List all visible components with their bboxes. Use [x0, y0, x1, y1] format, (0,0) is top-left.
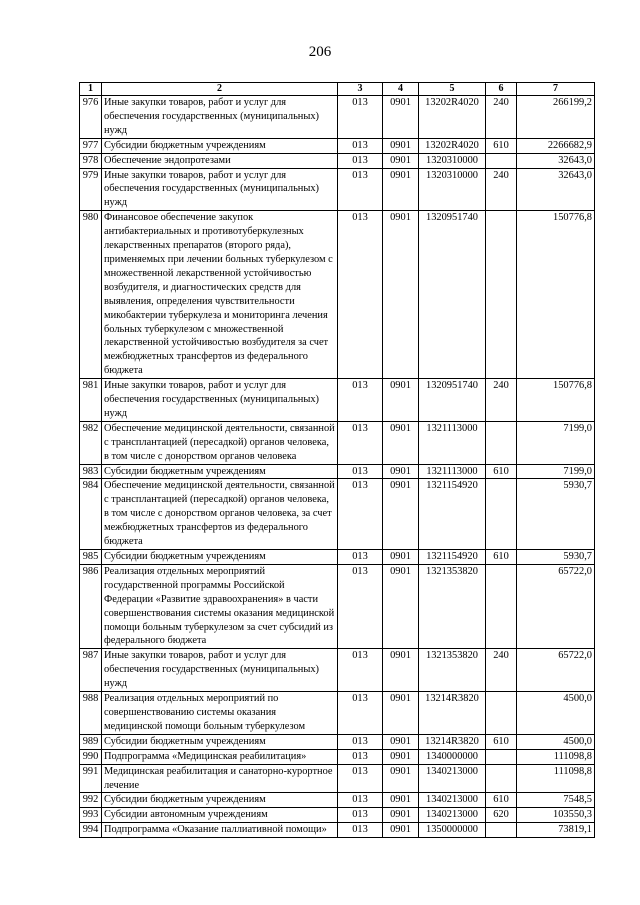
row-name-cell: Реализация отдельных мероприятий государственной программы Российской Федерации «Развитие здравоохранения» в части совершенствования системы оказания медицинской помощи больным туберкулезом за счет субсидий из федерального бюджета [102, 564, 338, 648]
target-article-cell: 1340000000 [419, 749, 486, 764]
table-row [80, 734, 595, 749]
amount-cell: 7199,0 [517, 464, 595, 479]
expense-type-cell [486, 749, 517, 764]
target-article-cell: 1320310000 [419, 168, 486, 211]
section-code-cell: 0901 [383, 823, 419, 838]
row-number-cell: 977 [80, 138, 102, 153]
row-number-cell: 990 [80, 749, 102, 764]
amount-cell: 73819,1 [517, 823, 595, 838]
target-article-cell: 1320951740 [419, 379, 486, 422]
amount-cell: 4500,0 [517, 692, 595, 735]
amount-cell: 32643,0 [517, 153, 595, 168]
table-row [80, 808, 595, 823]
amount-cell: 111098,8 [517, 764, 595, 793]
column-header: 2 [102, 83, 338, 96]
row-name-cell: Обеспечение эндопротезами [102, 153, 338, 168]
header-row [80, 83, 595, 96]
expense-type-cell: 610 [486, 464, 517, 479]
expense-type-cell [486, 564, 517, 648]
row-name-cell: Медицинская реабилитация и санаторно-курортное лечение [102, 764, 338, 793]
row-number-cell: 993 [80, 808, 102, 823]
ministry-code-cell: 013 [338, 138, 383, 153]
section-code-cell: 0901 [383, 564, 419, 648]
target-article-cell: 1321353820 [419, 564, 486, 648]
target-article-cell: 13214R3820 [419, 692, 486, 735]
row-number-cell: 984 [80, 479, 102, 550]
amount-cell: 103550,3 [517, 808, 595, 823]
ministry-code-cell: 013 [338, 379, 383, 422]
target-article-cell: 1340213000 [419, 793, 486, 808]
target-article-cell: 1340213000 [419, 808, 486, 823]
row-number-cell: 986 [80, 564, 102, 648]
ministry-code-cell: 013 [338, 550, 383, 565]
target-article-cell: 13202R4020 [419, 138, 486, 153]
table-body [80, 96, 595, 838]
amount-cell: 5930,7 [517, 479, 595, 550]
ministry-code-cell: 013 [338, 649, 383, 692]
row-name-cell: Субсидии бюджетным учреждениям [102, 138, 338, 153]
amount-cell: 111098,8 [517, 749, 595, 764]
table-row [80, 138, 595, 153]
row-number-cell: 987 [80, 649, 102, 692]
section-code-cell: 0901 [383, 464, 419, 479]
ministry-code-cell: 013 [338, 564, 383, 648]
table-row [80, 421, 595, 464]
ministry-code-cell: 013 [338, 808, 383, 823]
section-code-cell: 0901 [383, 749, 419, 764]
expense-type-cell: 610 [486, 138, 517, 153]
row-number-cell: 982 [80, 421, 102, 464]
expense-type-cell: 610 [486, 734, 517, 749]
section-code-cell: 0901 [383, 211, 419, 379]
section-code-cell: 0901 [383, 793, 419, 808]
row-number-cell: 994 [80, 823, 102, 838]
target-article-cell: 1321154920 [419, 550, 486, 565]
section-code-cell: 0901 [383, 649, 419, 692]
amount-cell: 7548,5 [517, 793, 595, 808]
row-number-cell: 989 [80, 734, 102, 749]
column-header: 1 [80, 83, 102, 96]
row-number-cell: 985 [80, 550, 102, 565]
target-article-cell: 13202R4020 [419, 96, 486, 139]
expense-type-cell [486, 764, 517, 793]
amount-cell: 2266682,9 [517, 138, 595, 153]
row-number-cell: 981 [80, 379, 102, 422]
ministry-code-cell: 013 [338, 823, 383, 838]
ministry-code-cell: 013 [338, 749, 383, 764]
expense-type-cell: 240 [486, 168, 517, 211]
amount-cell: 32643,0 [517, 168, 595, 211]
row-number-cell: 979 [80, 168, 102, 211]
row-number-cell: 980 [80, 211, 102, 379]
row-name-cell: Субсидии автономным учреждениям [102, 808, 338, 823]
expense-type-cell: 240 [486, 96, 517, 139]
table-row [80, 464, 595, 479]
row-name-cell: Иные закупки товаров, работ и услуг для обеспечения государственных (муниципальных) нужд [102, 649, 338, 692]
row-number-cell: 983 [80, 464, 102, 479]
amount-cell: 150776,8 [517, 379, 595, 422]
expense-type-cell [486, 211, 517, 379]
section-code-cell: 0901 [383, 479, 419, 550]
target-article-cell: 1320951740 [419, 211, 486, 379]
budget-table [79, 82, 595, 838]
ministry-code-cell: 013 [338, 96, 383, 139]
row-number-cell: 976 [80, 96, 102, 139]
target-article-cell: 1350000000 [419, 823, 486, 838]
expense-type-cell [486, 153, 517, 168]
column-header: 3 [338, 83, 383, 96]
table-row [80, 749, 595, 764]
row-name-cell: Субсидии бюджетным учреждениям [102, 793, 338, 808]
column-header: 5 [419, 83, 486, 96]
row-name-cell: Субсидии бюджетным учреждениям [102, 464, 338, 479]
target-article-cell: 13214R3820 [419, 734, 486, 749]
row-name-cell: Обеспечение медицинской деятельности, связанной с трансплантацией (пересадкой) органов человека, в том числе с донорством органов человека [102, 421, 338, 464]
section-code-cell: 0901 [383, 692, 419, 735]
amount-cell: 65722,0 [517, 564, 595, 648]
amount-cell: 150776,8 [517, 211, 595, 379]
page-number: 206 [308, 44, 332, 60]
row-name-cell: Субсидии бюджетным учреждениям [102, 550, 338, 565]
target-article-cell: 1321113000 [419, 421, 486, 464]
target-article-cell: 1321113000 [419, 464, 486, 479]
ministry-code-cell: 013 [338, 479, 383, 550]
amount-cell: 65722,0 [517, 649, 595, 692]
section-code-cell: 0901 [383, 421, 419, 464]
section-code-cell: 0901 [383, 168, 419, 211]
table-row [80, 550, 595, 565]
row-name-cell: Подпрограмма «Медицинская реабилитация» [102, 749, 338, 764]
table-row [80, 379, 595, 422]
table-row [80, 168, 595, 211]
table-row [80, 649, 595, 692]
row-number-cell: 991 [80, 764, 102, 793]
ministry-code-cell: 013 [338, 211, 383, 379]
ministry-code-cell: 013 [338, 692, 383, 735]
row-name-cell: Финансовое обеспечение закупок антибактериальных и противотуберкулезных лекарственных препаратов (второго ряда), применяемых при лечении больных туберкулезом с множественной лекарственной устойчивостью возбудителя, и диагностических средств для выявления, определения чувствительности микобактерии туберкулеза и мониторинга лечения больных туберкулезом с множественной лекарственной устойчивостью возбудителя за счет межбюджетных трансфертов из федерального бюджета [102, 211, 338, 379]
table-row [80, 153, 595, 168]
row-number-cell: 988 [80, 692, 102, 735]
expense-type-cell [486, 421, 517, 464]
ministry-code-cell: 013 [338, 421, 383, 464]
row-name-cell: Обеспечение медицинской деятельности, связанной с трансплантацией (пересадкой) органов человека, в том числе с донорством органов человека, за счет межбюджетных трансфертов из федерального бюджета [102, 479, 338, 550]
table-row [80, 564, 595, 648]
ministry-code-cell: 013 [338, 734, 383, 749]
target-article-cell: 1321353820 [419, 649, 486, 692]
ministry-code-cell: 013 [338, 793, 383, 808]
table-row [80, 793, 595, 808]
expense-type-cell [486, 823, 517, 838]
amount-cell: 7199,0 [517, 421, 595, 464]
amount-cell: 266199,2 [517, 96, 595, 139]
ministry-code-cell: 013 [338, 168, 383, 211]
section-code-cell: 0901 [383, 808, 419, 823]
table-row [80, 692, 595, 735]
row-name-cell: Иные закупки товаров, работ и услуг для обеспечения государственных (муниципальных) нужд [102, 168, 338, 211]
row-name-cell: Иные закупки товаров, работ и услуг для обеспечения государственных (муниципальных) нужд [102, 379, 338, 422]
expense-type-cell: 610 [486, 793, 517, 808]
section-code-cell: 0901 [383, 764, 419, 793]
section-code-cell: 0901 [383, 138, 419, 153]
column-header: 7 [517, 83, 595, 96]
expense-type-cell: 240 [486, 649, 517, 692]
section-code-cell: 0901 [383, 734, 419, 749]
ministry-code-cell: 013 [338, 153, 383, 168]
table-row [80, 479, 595, 550]
column-header: 6 [486, 83, 517, 96]
row-name-cell: Субсидии бюджетным учреждениям [102, 734, 338, 749]
row-name-cell: Подпрограмма «Оказание паллиативной помощи» [102, 823, 338, 838]
section-code-cell: 0901 [383, 550, 419, 565]
expense-type-cell: 240 [486, 379, 517, 422]
column-header: 4 [383, 83, 419, 96]
table-row [80, 96, 595, 139]
row-number-cell: 978 [80, 153, 102, 168]
section-code-cell: 0901 [383, 379, 419, 422]
expense-type-cell [486, 692, 517, 735]
row-name-cell: Иные закупки товаров, работ и услуг для обеспечения государственных (муниципальных) нужд [102, 96, 338, 139]
target-article-cell: 1340213000 [419, 764, 486, 793]
row-number-cell: 992 [80, 793, 102, 808]
target-article-cell: 1321154920 [419, 479, 486, 550]
section-code-cell: 0901 [383, 153, 419, 168]
amount-cell: 4500,0 [517, 734, 595, 749]
expense-type-cell: 610 [486, 550, 517, 565]
target-article-cell: 1320310000 [419, 153, 486, 168]
ministry-code-cell: 013 [338, 764, 383, 793]
amount-cell: 5930,7 [517, 550, 595, 565]
expense-type-cell [486, 479, 517, 550]
expense-type-cell: 620 [486, 808, 517, 823]
row-name-cell: Реализация отдельных мероприятий по совершенствованию системы оказания медицинской помощи больным туберкулезом [102, 692, 338, 735]
table-row [80, 211, 595, 379]
ministry-code-cell: 013 [338, 464, 383, 479]
table-row [80, 823, 595, 838]
table-row [80, 764, 595, 793]
section-code-cell: 0901 [383, 96, 419, 139]
